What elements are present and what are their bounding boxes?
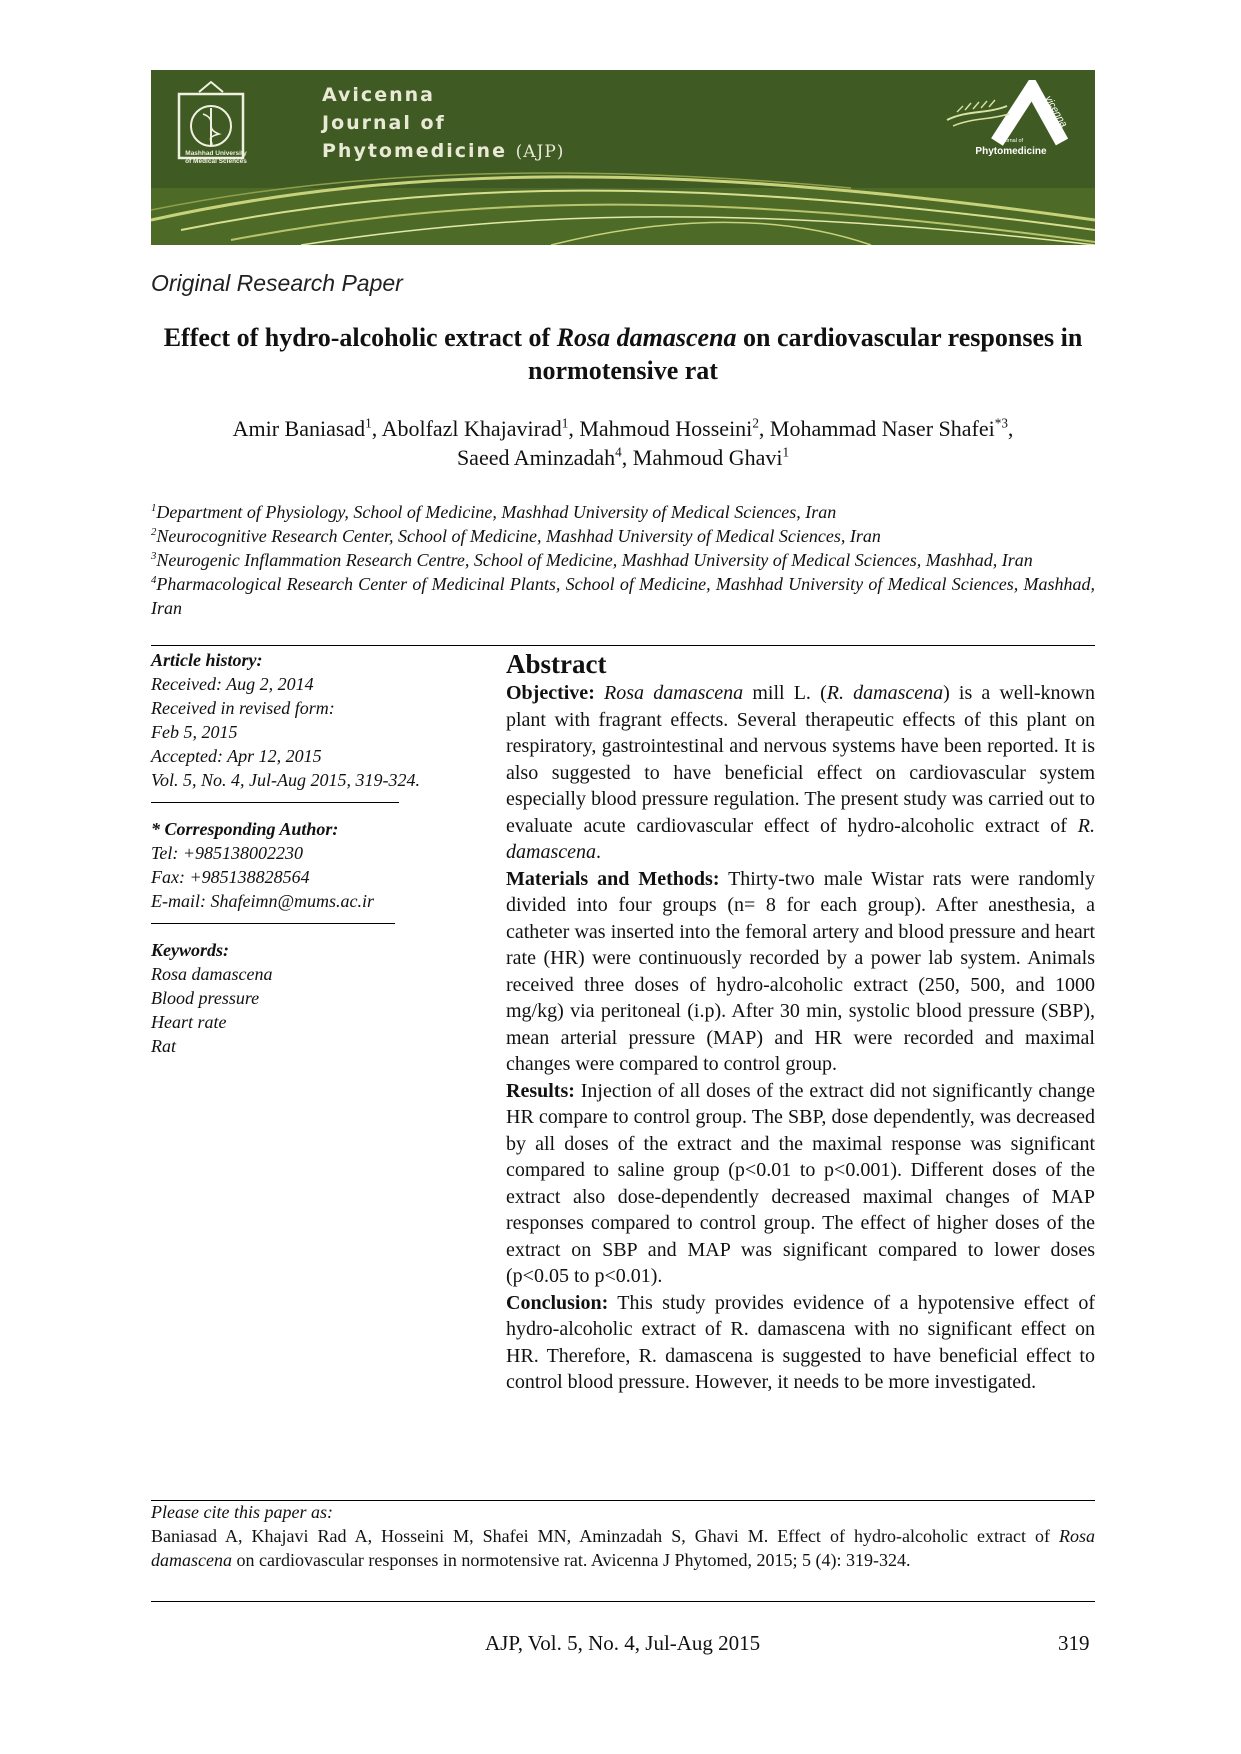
corresponding-email: E-mail: Shafeimn@mums.ac.ir	[151, 891, 375, 911]
logo-subtitle: Journal of	[998, 138, 1024, 144]
revised-label: Received in revised form:	[151, 698, 335, 718]
journal-name-line1: Avicenna	[322, 84, 435, 106]
affiliations	[151, 500, 1095, 620]
journal-name-line3: Phytomedicine (AJP)	[322, 140, 565, 162]
volume-info: Vol. 5, No. 4, Jul-Aug 2015, 319-324.	[151, 770, 420, 790]
article-history-heading: Article history:	[151, 650, 263, 670]
author: Saeed Aminzadah$^4$,	[456, 444, 633, 470]
corresponding-heading: * Corresponding Author:	[151, 819, 339, 839]
page-number: 319	[1058, 1631, 1090, 1655]
journal-banner	[151, 70, 1095, 245]
divider	[151, 802, 399, 803]
accepted-date: Accepted: Apr 12, 2015	[151, 746, 322, 766]
citation-block	[151, 1500, 1095, 1572]
corresponding-tel: Tel: +985138002230	[151, 843, 303, 863]
logo-name: Phytomedicine	[975, 146, 1047, 157]
abstract-methods: Materials and Methods: Thirty-two male Wistar rats were randomly divided into four groups (n= 8 for each group). After anesthesia, a catheter was inserted into the femoral artery and blood pressure and heart rate (HR) were continuously recorded by a power lab system. Animals received three doses of hydro-alcoholic extract (250, 500, and 1000 mg/kg) via peritoneal (i.p). After 30 min, systolic blood pressure (SBP), mean arterial pressure (MAP) and HR were recorded and maximal changes were compared to control group.	[506, 867, 1095, 1075]
svg-text:vicenna: vicenna	[1042, 94, 1070, 130]
keywords-heading: Keywords:	[151, 940, 229, 960]
author-list	[151, 414, 1095, 472]
affiliation-item: $^1$Department of Physiology, School of Medicine, Mashhad University of Medical Sciences, Iran	[151, 502, 837, 522]
abstract-heading: Abstract	[506, 649, 607, 679]
abstract-objective: Objective: Rosa damascena mill L. (R. damascena) is a well-known plant with fragrant effects. Several therapeutic effects of this plant on respiratory, gastrointestinal and nervous systems have been reported. It is also suggested to have beneficial effect on cardiovascular system especially blood pressure regulation. The present study was carried out to evaluate acute cardiovascular effect of hydro-alcoholic extract of R. damascena.	[506, 682, 1095, 863]
divider	[151, 1601, 1095, 1602]
keyword: Blood pressure	[151, 988, 260, 1008]
paper-title: Effect of hydro-alcoholic extract of Rosa damascena on cardiovascular responses in normotensive rat	[163, 323, 1083, 385]
abstract-column	[506, 648, 1095, 1396]
article-info-column	[151, 648, 451, 1058]
footer-journal-info: AJP, Vol. 5, No. 4, Jul-Aug 2015	[485, 1631, 761, 1655]
author: Mahmoud Hosseini$^2$,	[579, 415, 770, 441]
keyword: Rat	[151, 1036, 176, 1056]
affiliation-item: $^2$Neurocognitive Research Center, School of Medicine, Mashhad University of Medical Sciences, Iran	[151, 526, 881, 546]
divider	[151, 645, 1095, 646]
received-date: Received: Aug 2, 2014	[151, 674, 314, 694]
citation-label: Please cite this paper as:	[151, 1502, 333, 1522]
keyword: Heart rate	[151, 1012, 227, 1032]
author: Abolfazl Khajavirad$^1$,	[381, 415, 580, 441]
affiliation-item: $^4$Pharmacological Research Center of Medicinal Plants, School of Medicine, Mashhad University of Medical Sciences, Mashhad, Iran	[151, 574, 1095, 618]
author: Mahmoud Ghavi$^1$	[632, 444, 790, 470]
keyword: Rosa damascena	[151, 964, 273, 984]
abstract-conclusion: Conclusion: This study provides evidence of a hypotensive effect of hydro-alcoholic extract of R. damascena with no significant effect on HR. Therefore, R. damascena is suggested to have beneficial effect to control blood pressure. However, it needs to be more investigated.	[506, 1291, 1095, 1393]
citation-text: Baniasad A, Khajavi Rad A, Hosseini M, Shafei MN, Aminzadah S, Ghavi M. Effect of hydro-alcoholic extract of Rosa damascena on cardiovascular responses in normotensive rat. Avicenna J Phytomed, 2015; 5 (4): 319-324.	[151, 1526, 1095, 1570]
author: Amir Baniasad$^1$,	[232, 415, 382, 441]
affiliation-item: $^3$Neurogenic Inflammation Research Centre, School of Medicine, Mashhad University of Medical Sciences, Mashhad, Iran	[151, 550, 1033, 570]
journal-name-line2: Journal of	[322, 112, 446, 134]
seal-caption: Mashhad University of Medical Sciences	[185, 150, 247, 165]
abstract-results: Results: Injection of all doses of the extract did not significantly change HR compare to control group. The SBP, dose dependently, was decreased by all doses of the extract and the maximal response was significant compared to saline group (p<0.01 to p<0.001). Different doses of the extract also dose-dependently decreased maximal changes of MAP responses compared to control group. The effect of higher doses of the extract on SBP and MAP was significant compared to lower doses (p<0.05 to p<0.01).	[506, 1079, 1095, 1287]
paper-type: Original Research Paper	[151, 270, 403, 296]
corresponding-fax: Fax: +985138828564	[151, 867, 310, 887]
author: Mohammad Naser Shafei$^{*3}$,	[769, 415, 1014, 441]
divider	[151, 923, 395, 924]
revised-date: Feb 5, 2015	[151, 722, 238, 742]
